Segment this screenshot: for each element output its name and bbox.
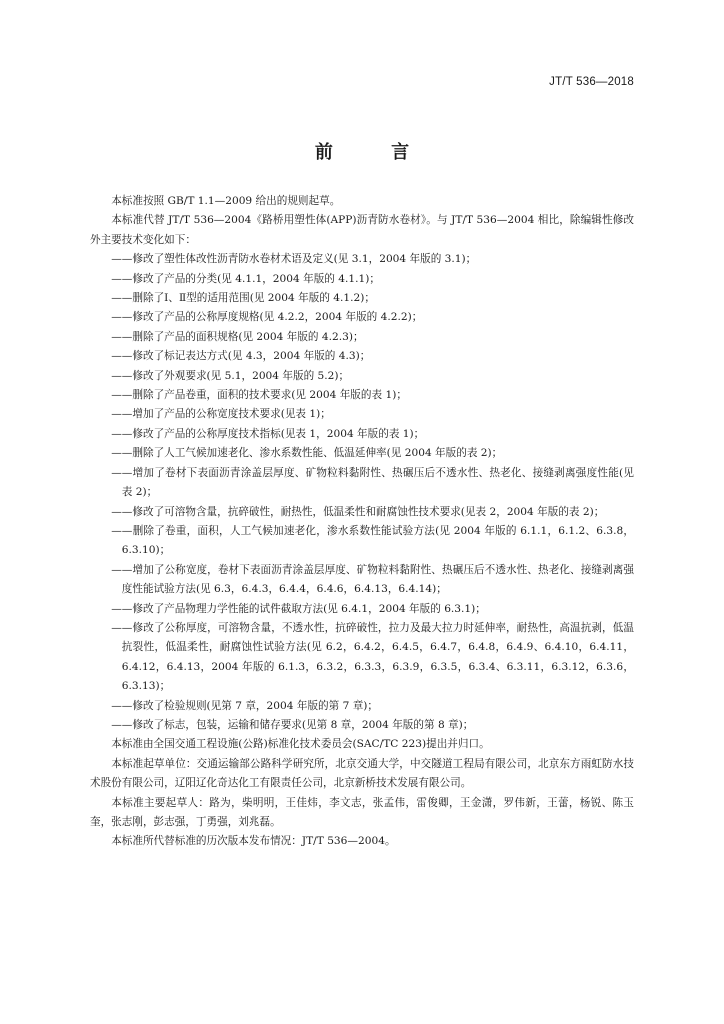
paragraph-drafting-rules: 本标准按照 GB/T 1.1—2009 给出的规则起草。: [111, 195, 341, 207]
page-title: 前 言: [314, 142, 436, 163]
change-item: ——修改了标记表达方式(见 4.3，2004 年版的 4.3)；: [111, 350, 371, 363]
change-item: ——增加了卷材下表面沥青涂盖层厚度、矿物粒料黏附性、热碾压后不透水性、热老化、接缝剥离强度性能(见表 2)；: [111, 466, 634, 499]
change-list: [90, 250, 634, 735]
change-item: ——删除了产品卷重，面积的技术要求(见 2004 年版的表 1)；: [111, 389, 407, 402]
change-item: ——修改了产品物理力学性能的试件截取方法(见 6.4.1，2004 年版的 6.3.1)；: [111, 602, 486, 615]
paragraph-drafting-units: 本标准起草单位：交通运输部公路科学研究所，北京交通大学，中交隧道工程局有限公司，北京东方雨虹防水技术股份有限公司，辽阳辽化奇达化工有限责任公司，北京新桥技术发展有限公司。: [90, 757, 634, 790]
change-item: ——修改了可溶物含量，抗碎破性，耐热性，低温柔性和耐腐蚀性技术要求(见表 2，2004 年版的表 2)；: [111, 505, 605, 518]
change-item: ——删除了卷重，面积，人工气候加速老化，渗水系数性能试验方法(见 2004 年版的 6.1.1，6.1.2、6.3.8，6.3.10)；: [111, 524, 634, 557]
paragraph-replacement-note: 本标准代替 JT/T 536—2004《路桥用塑性体(APP)沥青防水卷材》。与 JT/T 536—2004 相比，除编辑性修改外主要技术变化如下：: [90, 214, 634, 246]
paragraph-previous-editions: 本标准所代替标准的历次版本发布情况：JT/T 536—2004。: [111, 835, 396, 848]
change-item: ——增加了产品的公称宽度技术要求(见表 1)；: [111, 408, 331, 421]
document-code: JT/T 536—2018: [549, 76, 634, 88]
change-item: ——修改了检验规则(见第 7 章，2004 年版的第 7 章)；: [111, 699, 379, 712]
change-item: ——修改了产品的公称厚度规格(见 4.2.2，2004 年版的 4.2.2)；: [111, 311, 423, 324]
change-item: ——删除了Ⅰ、Ⅱ型的适用范围(见 2004 年版的 4.1.2)；: [111, 292, 375, 305]
change-item: ——修改了产品的公称厚度技术指标(见表 1，2004 年版的表 1)；: [111, 427, 425, 440]
foreword-body: [90, 192, 634, 852]
change-item: ——修改了标志，包装，运输和储存要求(见第 8 章，2004 年版的第 8 章)；: [111, 718, 474, 731]
change-item: ——修改了塑性体改性沥青防水卷材术语及定义(见 3.1，2004 年版的 3.1)；: [111, 253, 477, 266]
change-item: ——修改了产品的分类(见 4.1.1，2004 年版的 4.1.1)；: [111, 272, 380, 285]
paragraph-proposer: 本标准由全国交通工程设施(公路)标准化技术委员会(SAC/TC 223)提出并归口。: [111, 738, 490, 751]
change-item: ——删除了人工气候加速老化、渗水系数性能、低温延伸率(见 2004 年版的表 2)；: [111, 447, 503, 460]
paragraph-drafters: 本标准主要起草人：路为，柴明明，王佳炜，李文志，张孟伟，雷俊卿，王金潇，罗伟新，王蕾，杨锐、陈玉奎，张志刚，彭志强，丁勇强，刘兆磊。: [90, 796, 634, 828]
change-item: ——修改了公称厚度，可溶物含量，不透水性，抗碎破性，拉力及最大拉力时延伸率，耐热性，高温抗剥，低温抗裂性，低温柔性，耐腐蚀性试验方法(见 6.2，6.4.2，6.4.5，6.4.7，6.4.8，6.4.9、6.4.10，6.4.11，6.4.12，6.4.13，2004 年版的 6.1.3，6.3.2，6.3.3，6.3.9，6.3.5，6.3.4、6.3.11，6.3.12，6.3.6，6.3.13)；: [111, 621, 634, 693]
change-item: ——删除了产品的面积规格(见 2004 年版的 4.2.3)；: [111, 330, 364, 343]
change-item: ——增加了公称宽度，卷材下表面沥青涂盖层厚度、矿物粒料黏附性、热碾压后不透水性、热老化、接缝剥离强度性能试验方法(见 6.3，6.4.3，6.4.4，6.4.6，6.4.13，6.4.14)；: [111, 563, 634, 596]
change-item: ——修改了外观要求(见 5.1，2004 年版的 5.2)；: [111, 369, 350, 382]
